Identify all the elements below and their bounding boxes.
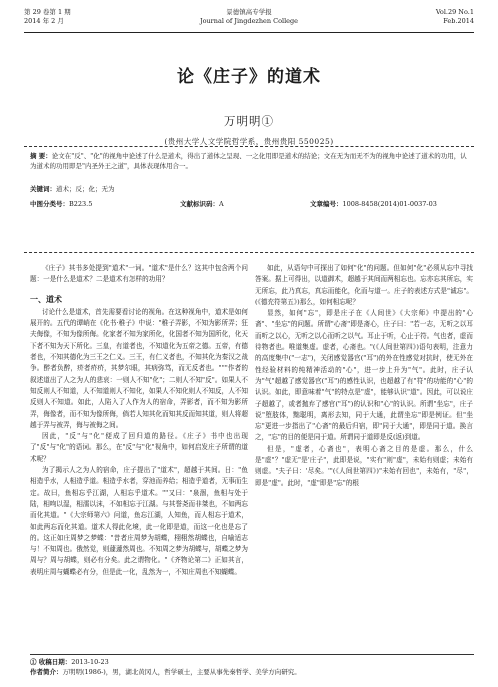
body-paragraph: 显然，如何"忘"，即是庄子在《人间世》《大宗师》中提出的"心斋"、"坐忘"的问题。所谓"心斋"即是斋心，庄子曰："若一志，无听之以耳而听之以心，无听之以心而听之以气。耳止于听，心止于符。气也者，虚而待物者也。唯道集虚。虚者，心斋也。"(《人间世第四》)语句表明，注意力的高度集中("一志")，关闭感觉器官("耳")的外在性感觉对抗时，使无外在性经验材料的纯精神活动的"心"，进一步上升为"气"。此时，庄子认为"气"超越了感觉器官("耳")的感性认识，也超越了有"符"的功能的"心"的认识。如此，即意味着"气"的特点是"虚"，能够认识"道"。因此，可以说庄子超越了，或者抛弃了感官("耳")的认识和"心"的认识。所谓"坐忘"，庄子说"堕肢体，黜聪明，离形去知，同于大通，此谓坐忘"即是例证。但"坐忘"更进一步指出了"心斋"的最后归宿，即"同于大通"，即是同于道。换言之，"忘"的目的便是同于道。所谓同于道即是反(返)到道。	[255, 309, 473, 442]
article-number	[310, 199, 437, 209]
keywords-text: 道术；反；化；无为	[56, 185, 115, 193]
issue-date: 2014 年 2 月	[24, 17, 64, 25]
article-author: 万明明①	[224, 114, 274, 128]
section-heading: 一、道术	[30, 293, 62, 304]
footnote	[30, 654, 474, 677]
article-no-value: 1008-8458(2014)01-0037-03	[342, 200, 437, 208]
header-right	[436, 8, 474, 26]
issue-date-en: Feb.2014	[443, 17, 474, 25]
body-paragraph: 但是，"虚者，心斋也"，表明心斋之目的是虚。那么，什么是"虚"？"虚无"是'庄子"，此即是说，"实有"则"虚"，未始有则虚；未始有则虚。"夫子曰：'尽矣。'"(《人间世第四》)"未始有回也"，未始有，"尽"，即是"虚"。此时，"虚"即是"忘"的根	[255, 444, 473, 487]
volume-issue: 第 29 卷第 1 期	[24, 8, 71, 16]
article-no-label: 文章编号：	[310, 200, 343, 208]
abstract-text: 论文在"反"、"化"的视角中论述了什么是道术，得出了道体之呈现、一之化用即是道术的结论；文在无为而无不为的视角中论述了道术的功用，认为道术的功用即是"内圣外王之道"，具体表现体用合一。	[30, 152, 467, 170]
volume-issue-en: Vol.29 No.1	[435, 8, 474, 16]
clc-value: B223.5	[69, 200, 93, 208]
received-label: ① 收稿日期：	[30, 658, 72, 666]
author-bio-text: 万明明(1986-)，男，湖北黄冈人，哲学硕士，主要从事先秦哲学、美学方向研究。	[62, 668, 301, 676]
journal-header	[24, 6, 474, 33]
author-affiliation: (贵州大学人文学院哲学系，贵州贵阳 550025)	[164, 137, 334, 146]
left-column	[30, 263, 248, 578]
body-paragraph: 为了揭示人之为人的宿命，庄子提出了"道术"，超越于其间。日："鱼相造乎水，人相造乎道。相造乎水者，穿池而养给；相造乎道者，无事而生定。故曰，鱼相忘乎江湖，人相忘乎道术。""又曰："泉涸，鱼相与处于陆，相呴以湿，相濡以沫，不如相忘于江湖。与其誉尧而非桀也，不如两忘而化其道。"《大宗师第六》问道，鱼忘江湖，人知鱼，而人相忘于道术，如此两忘而化其道。道术人得此化境，此一化即是道，而这一化也是忘了的。这正如庄周梦之梦蝶："昔者庄周梦为胡蝶，栩栩然胡蝶也，自喻适志与！不知周也。俄然觉，则蘧蘧然周也。不知周之梦为胡蝶与，胡蝶之梦为周与？周与胡蝶，则必有分矣。此之谓物化。"《齐物论第二》正如其言，表明庄周与蝴蝶必有分，但是此一化，乱然为一，不知庄周也不知蝴蝶。	[30, 466, 248, 576]
body-paragraph: 如此，从语句中可探出了如何"化"的问题。但如何"化"必须从忘中寻找答案。据上可得出，以道御术，超越于其间而两相忘也。忘亦忘其所忘，实无所忘，此乃真忘，真忘而能化，化而与道一。庄子的表述方式是"诚忘"。(《德充符第五》)那么，如何相忘呢？	[255, 264, 473, 306]
header-center	[24, 8, 474, 26]
abstract-box	[24, 146, 474, 253]
body-paragraph: 讨论什么是道术，首先需要看讨论的视角。在这种视角中，道术是如何展开的。五代的谭峭在《化书·稚子》中说："稚子弄影，不知为影所弄；狂夫侮像，不知为像所侮。化家者不知为家所化，化国者不知为国所化，化天下者不知为天下所化。三皇，有道者也，不知道化为五帝之德。五帝，有德者也，不知其德化为三王之仁义。三王，有仁义者也，不知其化为秦汉之战争。醉者负醉，疥者疥疥，其梦尔眼，其病弥笃，而无反者也。"""作者的叙述道出了人之为人的悲哀：一则人不知"化"；二则人不知"反"。如果人不知反则人不知道，人不知道则人不知化，如果人不知化则人不知反，人不知反则人不知道。如此，人陷入了人作为人的宿命，弄影者，而不知为影所弄，侮像者，而不知为像所侮，倘若人知其化而知其反而知其道，则人将超越于弄与被弄，侮与被侮之间。	[30, 307, 248, 429]
clc-number	[30, 199, 93, 209]
abstract-label: 摘 要：	[30, 152, 52, 160]
right-column	[255, 263, 473, 489]
document-code	[180, 199, 224, 209]
abstract	[30, 151, 470, 171]
received-date	[30, 657, 474, 667]
intro-paragraph: 《庄子》其书多处提到"道术"一词。"道术"是什么？这其中包含两个问题：一是什么是道术？二是道术有怎样的功用？	[30, 264, 248, 284]
doc-code-value: A	[219, 200, 224, 208]
keywords	[30, 184, 470, 194]
journal-name: 景德镇高专学报	[226, 8, 272, 16]
doc-code-label: 文献标识码：	[180, 200, 219, 208]
keywords-label: 关键词：	[30, 185, 56, 193]
body-paragraph: 因此，"反"与"化"便成了回归道的路径。《庄子》书中也出现了"反"与"化"的语词。那么，在"反"与"化"视角中，如何启发庄子所谓的道术呢？	[30, 432, 248, 463]
article-title: 论《庄子》的道术	[177, 67, 321, 87]
received-value: 2013-10-23	[71, 658, 109, 666]
author-bio	[30, 667, 474, 677]
author-bio-label: 作者简介：	[30, 668, 63, 676]
clc-label: 中图分类号：	[30, 200, 69, 208]
journal-name-en: Journal of Jingdezhen College	[199, 17, 299, 25]
